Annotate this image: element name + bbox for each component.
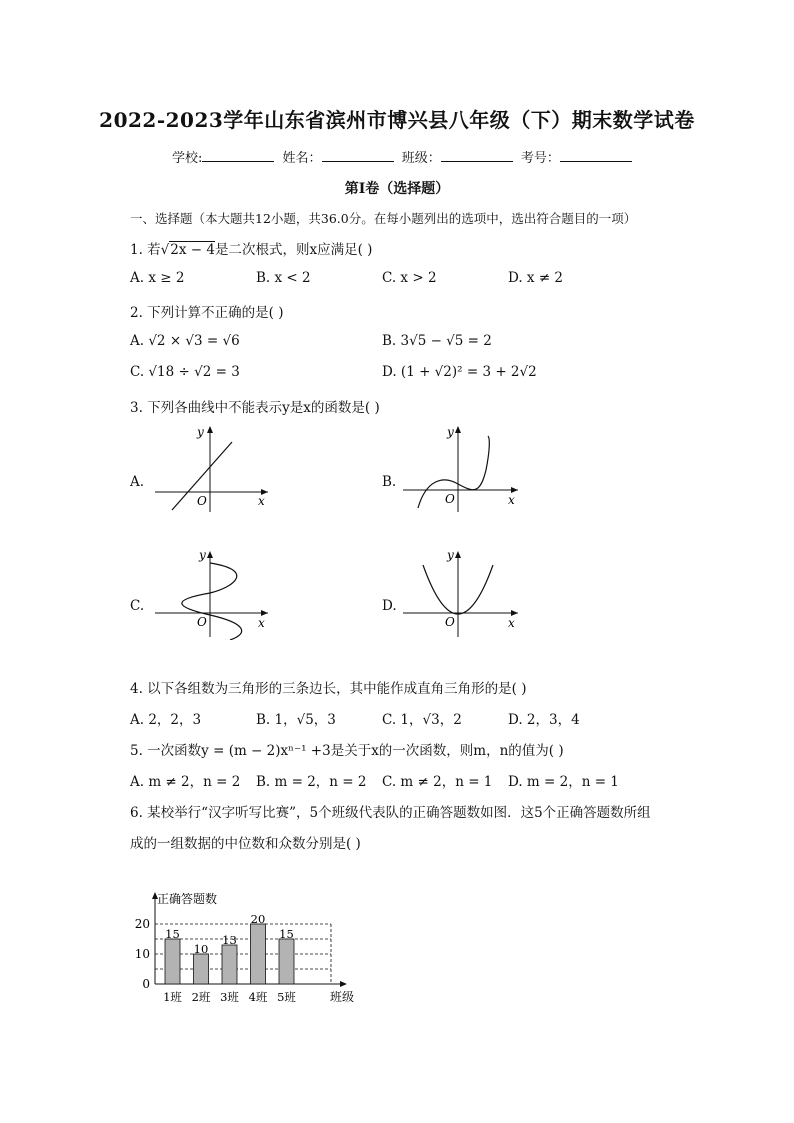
info-name-label: 姓名： xyxy=(282,151,322,166)
chart-bar-2 xyxy=(194,954,209,984)
q1-suffix: 是二次根式，则x应满足( ) xyxy=(214,242,373,258)
graph-b-origin: O xyxy=(445,492,455,506)
part-header: 一、选择题（本大题共12小题，共36.0分。在每小题列出的选项中，选出符合题目的一项） xyxy=(130,211,637,226)
q3-option-a[interactable]: A. xyxy=(130,474,145,490)
graph-a-y-label: y xyxy=(197,425,204,439)
chart-y-label: 正确答题数 xyxy=(157,892,218,906)
q3-graph-a xyxy=(150,420,280,515)
chart-data-label-4: 20 xyxy=(250,912,266,926)
chart-category-2: 2班 xyxy=(191,990,211,1004)
graph-d-y-label: y xyxy=(447,548,454,562)
info-number-label: 考号： xyxy=(520,151,560,166)
graph-c-x-label: x xyxy=(258,616,265,630)
q4-option-a[interactable]: A. 2，2，3 xyxy=(130,712,202,728)
q3-graph-d xyxy=(398,545,528,640)
chart-bar-3 xyxy=(222,945,237,984)
q5-option-c[interactable]: C. m ≠ 2，n = 1 xyxy=(382,774,493,790)
q4-option-d[interactable]: D. 2，3，4 xyxy=(508,712,580,728)
chart-y-tick-10: 10 xyxy=(134,947,150,961)
name-blank[interactable] xyxy=(322,149,394,162)
chart-y-tick-0: 0 xyxy=(142,977,150,991)
question-5: 5. 一次函数y = (m − 2)xⁿ⁻¹ +3是关于x的一次函数，则m，n的值为( ) xyxy=(130,743,564,759)
chart-category-1: 1班 xyxy=(163,990,182,1004)
chart-data-label-5: 15 xyxy=(279,927,294,941)
graph-a-x-label: x xyxy=(258,494,265,508)
q3-option-b[interactable]: B. xyxy=(382,474,397,490)
question-1: 1. 若√2x − 4是二次根式，则x应满足( ) xyxy=(130,242,373,258)
number-blank[interactable] xyxy=(560,149,632,162)
info-school-label: 学校: xyxy=(172,151,203,166)
graph-d-origin: O xyxy=(445,615,455,629)
q2-option-d[interactable]: D. (1 + √2)² = 3 + 2√2 xyxy=(382,364,537,380)
chart-x-label: 班级 xyxy=(330,990,355,1004)
question-4: 4. 以下各组数为三角形的三条边长，其中能作成直角三角形的是( ) xyxy=(130,681,527,697)
question-6-line-1: 6. 某校举行“汉字听写比赛”，5个班级代表队的正确答题数如图．这5个正确答题数所组 xyxy=(130,805,651,821)
q4-option-c[interactable]: C. 1，√3，2 xyxy=(382,712,462,728)
student-info-line xyxy=(172,147,636,166)
q2-option-c[interactable]: C. √18 ÷ √2 = 3 xyxy=(130,364,240,380)
q3-graph-b xyxy=(398,420,528,515)
chart-x-axis-arrow xyxy=(340,981,347,987)
chart-bar-5 xyxy=(279,939,294,984)
q1-prefix: 1. 若 xyxy=(130,242,161,258)
question-3: 3. 下列各曲线中不能表示y是x的函数是( ) xyxy=(130,400,380,416)
chart-category-3: 3班 xyxy=(220,990,239,1004)
q1-option-a[interactable]: A. x ≥ 2 xyxy=(130,270,185,286)
chart-category-5: 5班 xyxy=(277,990,296,1004)
q2-option-a[interactable]: A. √2 × √3 = √6 xyxy=(130,333,240,349)
chart-category-4: 4班 xyxy=(248,990,268,1004)
page-title: 2022-2023学年山东省滨州市博兴县八年级（下）期末数学试卷 xyxy=(99,108,695,132)
graph-b-y-label: y xyxy=(447,425,454,439)
school-blank[interactable] xyxy=(202,149,274,162)
chart-data-label-1: 15 xyxy=(165,927,180,941)
class-score-bar-chart xyxy=(125,885,375,1010)
q2-option-b[interactable]: B. 3√5 − √5 = 2 xyxy=(382,333,492,349)
q4-option-b[interactable]: B. 1，√5，3 xyxy=(256,712,336,728)
chart-y-tick-20: 20 xyxy=(134,917,150,931)
q1-option-d[interactable]: D. x ≠ 2 xyxy=(508,270,564,286)
chart-bar-4 xyxy=(251,924,266,984)
q1-option-b[interactable]: B. x < 2 xyxy=(256,270,311,286)
class-blank[interactable] xyxy=(441,149,513,162)
question-6-line-2: 成的一组数据的中位数和众数分别是( ) xyxy=(130,836,361,852)
section-title: 第I卷（选择题） xyxy=(344,181,450,197)
graph-c-y-label: y xyxy=(199,548,206,562)
graph-d-x-label: x xyxy=(508,616,515,630)
q5-option-a[interactable]: A. m ≠ 2，n = 2 xyxy=(130,774,241,790)
info-class-label: 班级： xyxy=(401,151,441,166)
chart-data-label-3: 13 xyxy=(222,933,237,947)
q1-radicand: 2x − 4 xyxy=(170,242,215,258)
q3-graph-c xyxy=(150,545,280,640)
graph-b-x-label: x xyxy=(508,493,515,507)
q5-option-d[interactable]: D. m = 2，n = 1 xyxy=(508,774,619,790)
q3-option-c[interactable]: C. xyxy=(130,598,145,614)
q3-option-d[interactable]: D. xyxy=(382,598,397,614)
question-2: 2. 下列计算不正确的是( ) xyxy=(130,305,284,321)
q1-option-c[interactable]: C. x > 2 xyxy=(382,270,437,286)
chart-data-label-2: 10 xyxy=(193,942,209,956)
q5-option-b[interactable]: B. m = 2，n = 2 xyxy=(256,774,367,790)
graph-c-origin: O xyxy=(197,615,207,629)
graph-a-origin: O xyxy=(197,494,207,508)
chart-bar-1 xyxy=(165,939,180,984)
